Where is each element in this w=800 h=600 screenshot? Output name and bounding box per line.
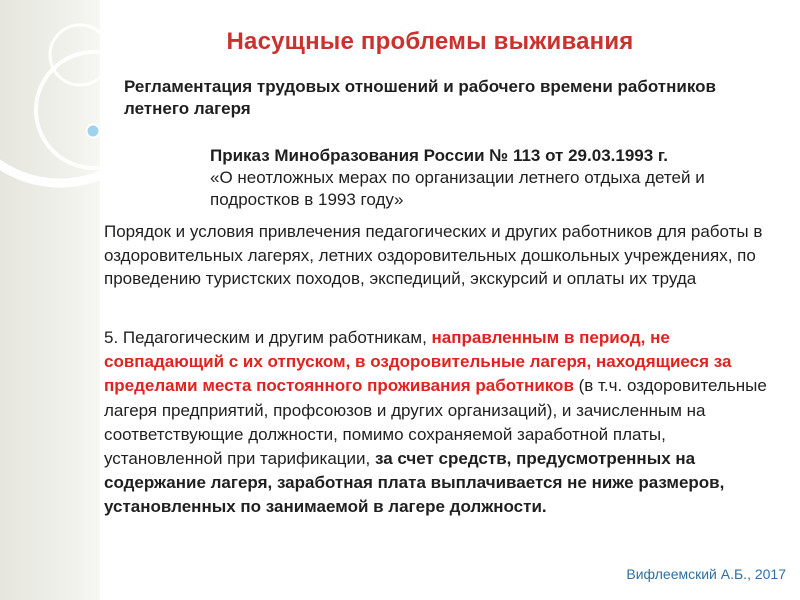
author-credit: Вифлеемский А.Б., 2017 xyxy=(626,566,786,582)
clause-conclusion: за счет средств, предусмотренных на содержание лагеря, заработная плата выплачивается не ниже размеров, установленных по занимаемой в лагере должности. xyxy=(104,449,725,517)
clause-details: (в т.ч. оздоровительные лагеря предприятий, профсоюзов и других организаций), и зачисленным на соответствующие должности, помимо сохраняемой заработной платы, установленной при тарификации, xyxy=(104,376,767,469)
order-reference xyxy=(210,145,770,211)
slide-subtitle: Регламентация трудовых отношений и рабочего времени работников летнего лагеря xyxy=(124,77,716,118)
order-title: Приказ Минобразования России № 113 от 29.03.1993 г. xyxy=(210,146,669,165)
order-text: «О неотложных мерах по организации летнего отдыха детей и подростков в 1993 году» xyxy=(210,168,705,209)
clause-5-paragraph xyxy=(104,326,784,520)
blue-bubble xyxy=(87,125,100,138)
slide-title: Насущные проблемы выживания xyxy=(226,28,634,55)
clause-intro: 5. Педагогическим и другим работникам, xyxy=(104,328,432,347)
clause-highlight: направленным в период, не совпадающий с их отпуском, в оздоровительные лагеря, находящиеся за пределами места постоянного проживания работников xyxy=(104,328,732,396)
conditions-paragraph: Порядок и условия привлечения педагогических и других работников для работы в оздоровительных лагерях, летних оздоровительных дошкольных учреждениях, по проведению туристских походов, экспедиций, экскурсий и оплаты их труда xyxy=(104,222,763,288)
